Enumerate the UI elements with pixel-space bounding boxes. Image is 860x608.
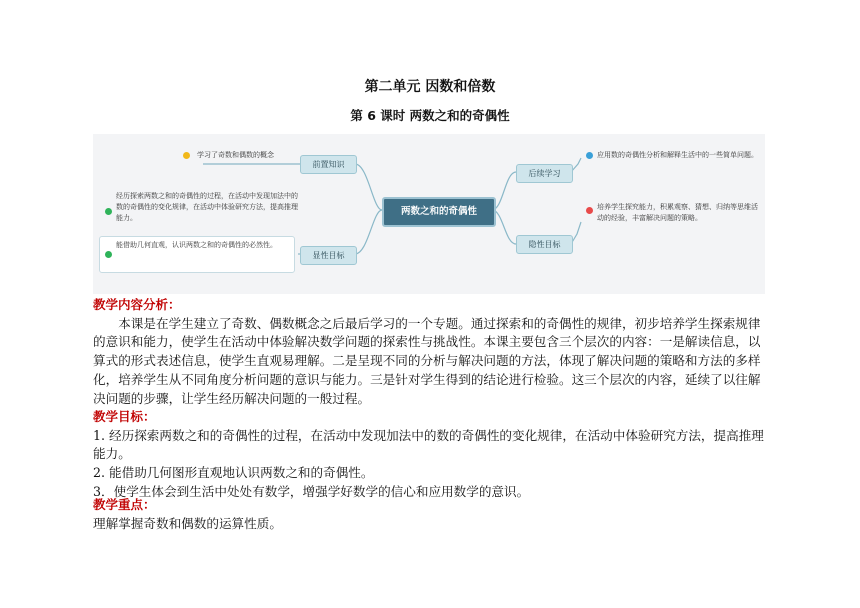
teaching-goals-section xyxy=(93,408,769,502)
note-implicit: 培养学生探究能力，积累观察、猜想、归纳等思维活动的经验，丰富解决问题的策略。 xyxy=(597,203,758,222)
branch-implicit-goal: 隐性目标 xyxy=(516,235,573,254)
note-explicit-2: 能借助几何直观，认识两数之和的奇偶性的必然性。 xyxy=(116,241,277,249)
page-title: 第二单元 因数和倍数 xyxy=(364,79,496,95)
central-topic: 两数之和的奇偶性 xyxy=(382,197,496,227)
goals-heading: 教学目标： xyxy=(93,409,156,424)
warning-icon xyxy=(586,207,593,214)
goal-item-3: 3．使学生体会到生活中处处有数学，增强学好数学的信心和应用数学的意识。 xyxy=(93,483,530,499)
check-icon xyxy=(105,208,112,215)
note-follow-up: 应用数的奇偶性分析和解释生活中的一些简单问题。 xyxy=(597,151,758,159)
info-icon xyxy=(586,152,593,159)
mind-map xyxy=(93,134,765,294)
note-prior: 学习了奇数和偶数的概念 xyxy=(197,151,274,159)
key-points-section xyxy=(93,496,769,533)
branch-follow-up: 后续学习 xyxy=(516,164,573,183)
branch-prior-knowledge: 前置知识 xyxy=(300,155,357,174)
analysis-heading: 教学内容分析： xyxy=(93,297,181,312)
branch-explicit-goal: 显性目标 xyxy=(300,246,357,265)
key-points-text: 理解掌握奇数和偶数的运算性质。 xyxy=(93,515,282,531)
check-icon xyxy=(105,251,112,258)
analysis-paragraph: 本课是在学生建立了奇数、偶数概念之后最后学习的一个专题。通过探索和的奇偶性的规律，初步培养学生探索规律的意识和能力，使学生在活动中体验解决数学问题的探索性与挑战性。本课主要包含三个层次的内容：一是解读信息，以算式的形式表述信息，使学生直观易理解。二是呈现不同的分析与解决问题的方法，体现了解决问题的策略和方法的多样化，培养学生从不同角度分析问题的意识与能力。三是针对学生得到的结论进行检验。这三个层次的内容，延续了以往解决问题的步骤，让学生经历解决问题的一般过程。 xyxy=(93,315,761,406)
key-points-heading: 教学重点： xyxy=(93,497,156,512)
content-analysis-section xyxy=(93,296,769,408)
smile-icon xyxy=(183,152,190,159)
goal-item-1: 1. 经历探索两数之和的奇偶性的过程，在活动中发现加法中的数的奇偶性的变化规律，在活动中体验研究方法，提高推理能力。 xyxy=(93,427,764,462)
note-explicit-1: 经历探索两数之和的奇偶性的过程，在活动中发现加法中的数的奇偶性的变化规律，在活动中体验研究方法，提高推理能力。 xyxy=(116,192,298,222)
goal-item-2: 2. 能借助几何图形直观地认识两数之和的奇偶性。 xyxy=(93,465,374,481)
lesson-subtitle: 第 6 课时 两数之和的奇偶性 xyxy=(350,108,510,123)
